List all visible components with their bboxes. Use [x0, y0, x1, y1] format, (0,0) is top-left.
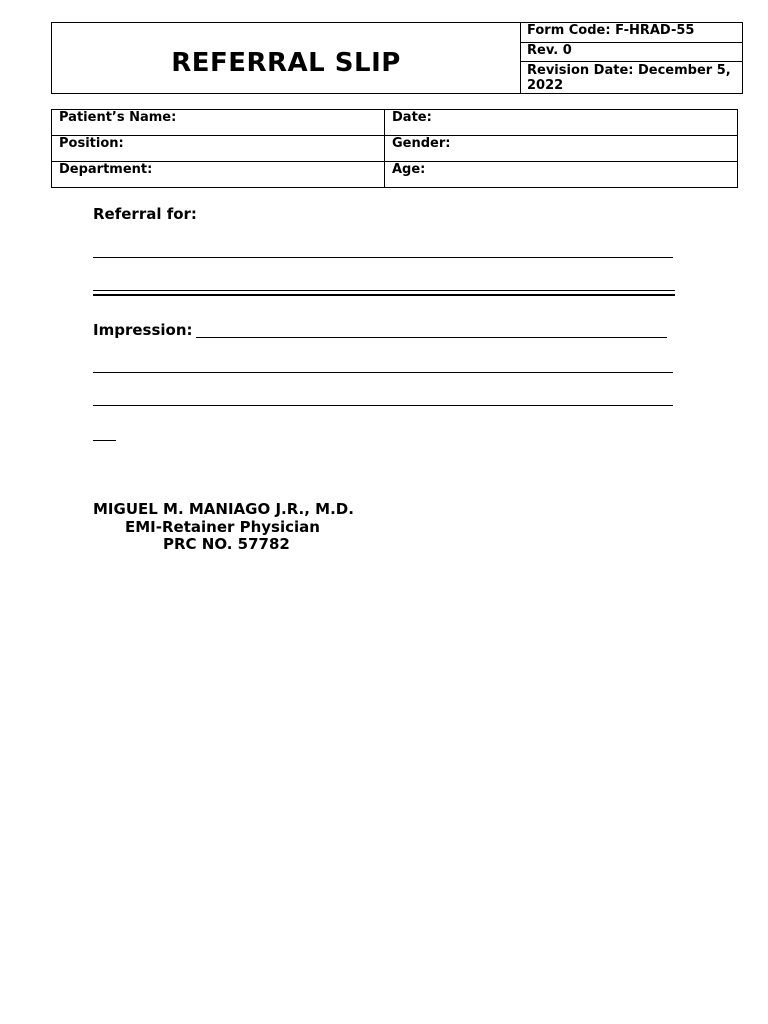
position-field: Position: [52, 136, 385, 162]
table-row [52, 110, 738, 136]
patient-name-field: Patient’s Name: [52, 110, 385, 136]
table-row [52, 162, 738, 188]
impression-line-3 [93, 405, 673, 406]
age-field: Age: [385, 162, 738, 188]
date-field: Date: [385, 110, 738, 136]
gender-field: Gender: [385, 136, 738, 162]
impression-line-1 [196, 337, 667, 338]
signature-block [93, 501, 354, 554]
referral-line-1 [93, 257, 673, 258]
table-row [52, 136, 738, 162]
form-meta [521, 23, 742, 93]
referral-for-label: Referral for: [93, 205, 197, 223]
physician-title: EMI-Retainer Physician [125, 517, 320, 536]
revision-number: Rev. 0 [521, 43, 742, 62]
referral-line-2 [93, 290, 675, 296]
impression-line-2 [93, 372, 673, 373]
revision-date: Revision Date: December 5, 2022 [527, 63, 731, 93]
impression-line-4 [93, 440, 116, 441]
form-code: Form Code: F-HRAD-55 [521, 23, 742, 43]
department-field: Department: [52, 162, 385, 188]
page-title: REFERRAL SLIP [171, 48, 401, 78]
prc-number: PRC NO. 57782 [163, 535, 290, 553]
physician-name: MIGUEL M. MANIAGO J.R., M.D. [93, 500, 354, 518]
title-cell [52, 23, 521, 93]
form-header [51, 22, 743, 94]
patient-info-table [51, 109, 738, 188]
impression-label: Impression: [93, 321, 193, 339]
